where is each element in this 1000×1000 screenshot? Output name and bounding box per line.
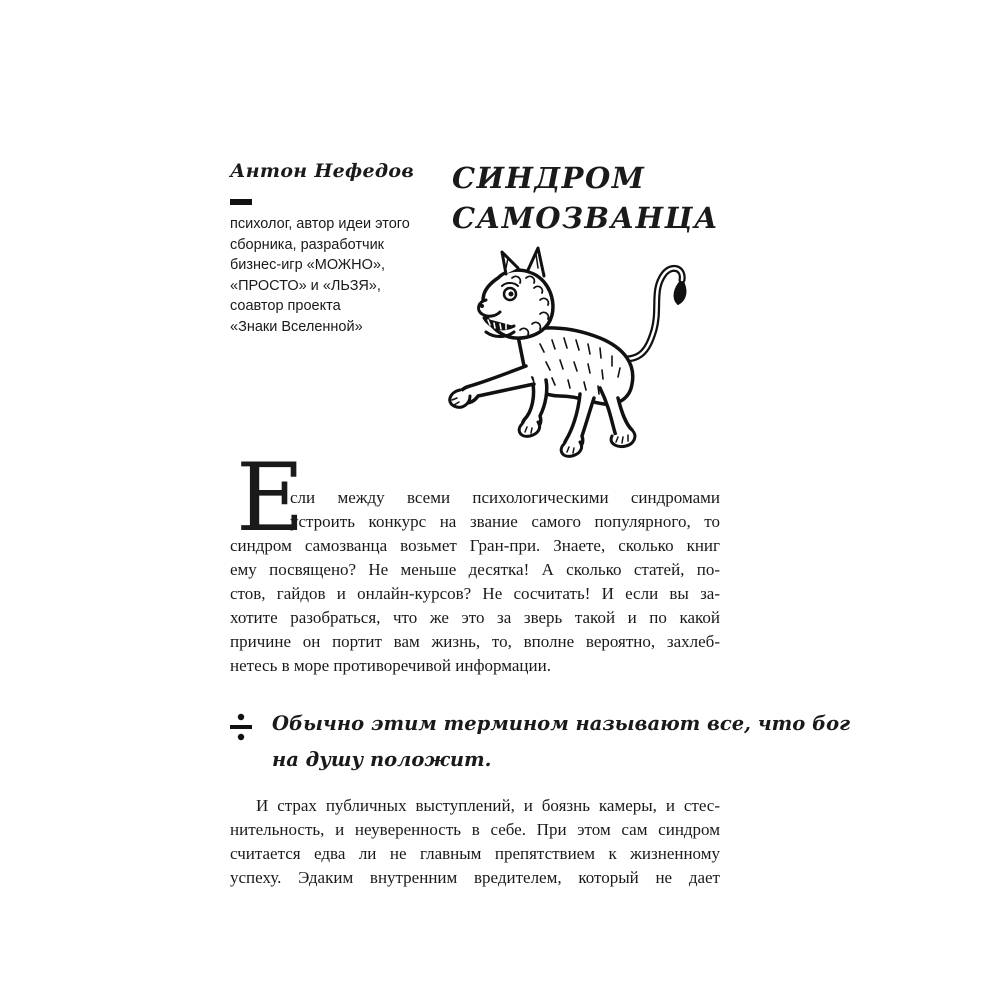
author-bio [230,214,430,337]
author-bio-line: «Знаки Вселенной» [230,318,363,335]
author-bio-line: психолог, автор идеи этого [230,216,410,232]
author-name: Антон Нефедов [230,160,415,182]
paragraph-second [230,794,720,890]
paragraph-line: нительность, и неуверенность в себе. При этом сам синдром [230,820,720,839]
mythical-beast-woodcut-icon [440,238,700,463]
paragraph-line: считается едва ли не главным препятствием к жизненному [230,844,720,863]
paragraph-line: устроить конкурс на звание самого популярного, то [290,512,720,531]
paragraph-intro-body [230,534,720,678]
author-bio-line: бизнес-игр «МОЖНО», [230,257,386,273]
paragraph-line: синдром самозванца возьмет Гран-при. Знаете, сколько книг [230,536,720,555]
author-divider [230,199,252,205]
chapter-title [452,158,719,238]
paragraph-line: И страх публичных выступлений, и боязнь камеры, и стес- [256,796,720,815]
paragraph-intro-lead [290,486,720,534]
author-bio-line: сборника, разработчик [230,236,385,253]
paragraph-line: сли между всеми психологическими синдромами [290,488,720,507]
paragraph-line: нетесь в море противоречивой информации. [230,656,551,675]
pull-quote-line: Обычно этим термином называют все, что бог [272,712,851,735]
pull-quote [272,706,850,778]
paragraph-line: успеху. Эдаким внутренним вредителем, который не дает [230,868,720,887]
drop-cap: Е [236,444,305,553]
pull-quote-line: на душу положит. [272,748,492,771]
chapter-title-line: САМОЗВАНЦА [452,201,720,235]
paragraph-line: хотите разобраться, что же это за зверь такой и по какой [230,608,720,627]
paragraph-line: стов, гайдов и онлайн-курсов? Не сосчитать! И если вы за- [230,584,720,603]
division-sign-icon [230,712,252,742]
author-bio-line: «ПРОСТО» и «ЛЬЗЯ», [230,277,381,294]
paragraph-line: причине он портит вам жизнь, то, вполне вероятно, захлеб- [230,632,720,651]
paragraph-line: ему посвящено? Не меньше десятка! А сколько статей, по- [230,560,720,579]
author-bio-line: соавтор проекта [230,298,341,314]
chapter-title-line: СИНДРОМ [452,161,646,195]
